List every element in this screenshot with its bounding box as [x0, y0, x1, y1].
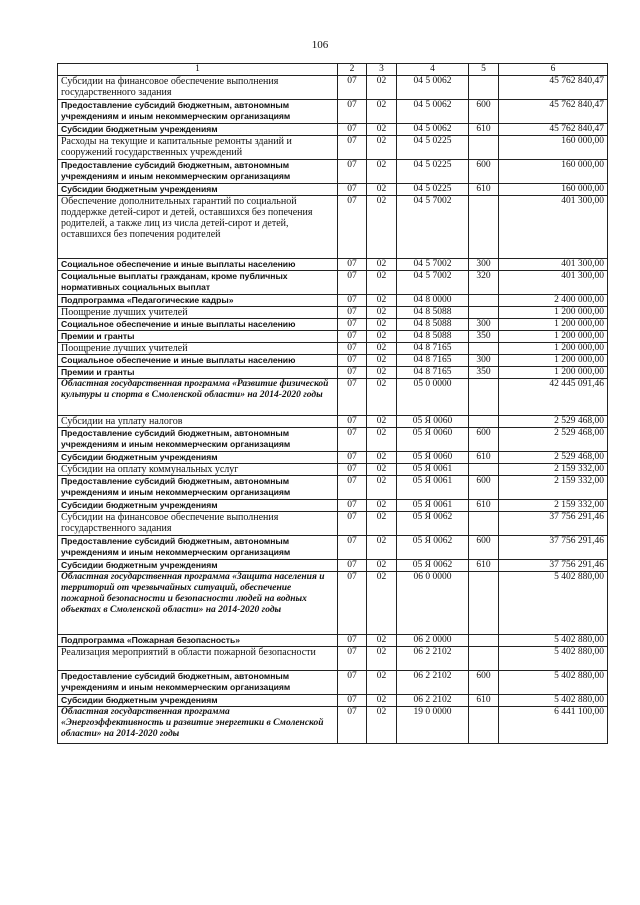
- row-target-article: 05 Я 0060: [397, 416, 469, 428]
- page-number: 106: [311, 39, 329, 51]
- row-amount: 5 402 880,00: [499, 572, 608, 635]
- column-header: 4: [397, 64, 469, 76]
- table-row: [58, 343, 608, 355]
- row-expense-type: 300: [469, 259, 499, 271]
- row-expense-type: 610: [469, 452, 499, 464]
- row-subsection-code: 02: [367, 476, 397, 500]
- row-section-code: 07: [338, 76, 367, 100]
- row-target-article: 05 Я 0061: [397, 476, 469, 500]
- row-target-article: 04 8 5088: [397, 331, 469, 343]
- row-section-code: 07: [338, 355, 367, 367]
- row-subsection-code: 02: [367, 647, 397, 671]
- row-expense-type: 610: [469, 500, 499, 512]
- row-name: Областная государственная программа «Развитие физической культуры и спорта в Смоленской области» на 2014-2020 годы: [58, 379, 338, 416]
- row-amount: 2 529 468,00: [499, 428, 608, 452]
- row-subsection-code: 02: [367, 184, 397, 196]
- row-name: Премии и гранты: [58, 367, 338, 379]
- row-name: Социальное обеспечение и иные выплаты населению: [58, 319, 338, 331]
- row-target-article: 05 Я 0062: [397, 560, 469, 572]
- row-name: Субсидии бюджетным учреждениям: [58, 452, 338, 464]
- table-row: [58, 512, 608, 536]
- row-section-code: 07: [338, 572, 367, 635]
- row-amount: 5 402 880,00: [499, 647, 608, 671]
- row-name: Субсидии на финансовое обеспечение выполнения государственного задания: [58, 76, 338, 100]
- row-expense-type: [469, 379, 499, 416]
- table-row: [58, 379, 608, 416]
- row-amount: 1 200 000,00: [499, 319, 608, 331]
- row-subsection-code: 02: [367, 295, 397, 307]
- row-target-article: 05 Я 0061: [397, 500, 469, 512]
- row-target-article: 05 Я 0062: [397, 512, 469, 536]
- row-amount: 160 000,00: [499, 184, 608, 196]
- row-subsection-code: 02: [367, 416, 397, 428]
- row-expense-type: [469, 136, 499, 160]
- row-name: Предоставление субсидий бюджетным, автономным учреждениям и иным некоммерческим организациям: [58, 160, 338, 184]
- table-row: [58, 355, 608, 367]
- row-expense-type: [469, 196, 499, 259]
- table-row: [58, 428, 608, 452]
- row-subsection-code: 02: [367, 671, 397, 695]
- row-section-code: 07: [338, 560, 367, 572]
- row-amount: 2 159 332,00: [499, 476, 608, 500]
- row-expense-type: [469, 512, 499, 536]
- row-name: Субсидии на оплату коммунальных услуг: [58, 464, 338, 476]
- row-subsection-code: 02: [367, 367, 397, 379]
- row-name: Поощрение лучших учителей: [58, 343, 338, 355]
- row-name: Расходы на текущие и капитальные ремонты зданий и сооружений государственных учреждений: [58, 136, 338, 160]
- row-amount: 5 402 880,00: [499, 635, 608, 647]
- row-name: Подпрограмма «Пожарная безопасность»: [58, 635, 338, 647]
- row-target-article: 05 0 0000: [397, 379, 469, 416]
- row-section-code: 07: [338, 196, 367, 259]
- row-section-code: 07: [338, 307, 367, 319]
- row-subsection-code: 02: [367, 512, 397, 536]
- row-target-article: 04 5 0062: [397, 100, 469, 124]
- row-section-code: 07: [338, 536, 367, 560]
- row-target-article: 06 2 0000: [397, 635, 469, 647]
- row-amount: 2 400 000,00: [499, 295, 608, 307]
- row-section-code: 07: [338, 319, 367, 331]
- table-row: [58, 184, 608, 196]
- row-expense-type: 600: [469, 100, 499, 124]
- row-amount: 1 200 000,00: [499, 367, 608, 379]
- row-amount: 5 402 880,00: [499, 695, 608, 707]
- row-subsection-code: 02: [367, 536, 397, 560]
- table-row: [58, 331, 608, 343]
- row-name: Обеспечение дополнительных гарантий по социальной поддержке детей-сирот и детей, оставшихся без попечения родителей, а также лиц из числа детей-сирот и детей, оставшихся без попечения родителей: [58, 196, 338, 259]
- row-target-article: 04 5 0225: [397, 160, 469, 184]
- row-section-code: 07: [338, 379, 367, 416]
- row-name: Социальное обеспечение и иные выплаты населению: [58, 259, 338, 271]
- row-amount: 42 445 091,46: [499, 379, 608, 416]
- row-subsection-code: 02: [367, 500, 397, 512]
- row-name: Предоставление субсидий бюджетным, автономным учреждениям и иным некоммерческим организациям: [58, 428, 338, 452]
- table-row: [58, 695, 608, 707]
- row-amount: 2 159 332,00: [499, 500, 608, 512]
- table-row: [58, 536, 608, 560]
- row-amount: 37 756 291,46: [499, 512, 608, 536]
- row-subsection-code: 02: [367, 136, 397, 160]
- table-row: [58, 100, 608, 124]
- row-section-code: 07: [338, 695, 367, 707]
- row-subsection-code: 02: [367, 452, 397, 464]
- row-target-article: 05 Я 0060: [397, 428, 469, 452]
- row-expense-type: 300: [469, 319, 499, 331]
- row-target-article: 04 5 7002: [397, 259, 469, 271]
- row-section-code: 07: [338, 635, 367, 647]
- row-subsection-code: 02: [367, 355, 397, 367]
- row-subsection-code: 02: [367, 124, 397, 136]
- row-name: Предоставление субсидий бюджетным, автономным учреждениям и иным некоммерческим организациям: [58, 671, 338, 695]
- row-section-code: 07: [338, 343, 367, 355]
- row-subsection-code: 02: [367, 379, 397, 416]
- table-row: [58, 500, 608, 512]
- row-section-code: 07: [338, 428, 367, 452]
- row-name: Поощрение лучших учителей: [58, 307, 338, 319]
- row-name: Областная государственная программа «Защита населения и территорий от чрезвычайных ситуаций, обеспечение пожарной безопасности и безопасности людей на водных объектах в Смоленской области» на 2014-2020 годы: [58, 572, 338, 635]
- row-name: Субсидии бюджетным учреждениям: [58, 184, 338, 196]
- row-expense-type: [469, 416, 499, 428]
- row-section-code: 07: [338, 136, 367, 160]
- table-row: [58, 560, 608, 572]
- row-name: Подпрограмма «Педагогические кадры»: [58, 295, 338, 307]
- row-subsection-code: 02: [367, 560, 397, 572]
- row-amount: 1 200 000,00: [499, 331, 608, 343]
- table-header-row: [58, 64, 608, 76]
- table-row: [58, 136, 608, 160]
- row-name: Реализация мероприятий в области пожарной безопасности: [58, 647, 338, 671]
- row-name: Субсидии бюджетным учреждениям: [58, 500, 338, 512]
- row-target-article: 04 8 7165: [397, 343, 469, 355]
- row-subsection-code: 02: [367, 100, 397, 124]
- row-name: Субсидии на финансовое обеспечение выполнения государственного задания: [58, 512, 338, 536]
- row-expense-type: [469, 464, 499, 476]
- row-expense-type: [469, 635, 499, 647]
- row-subsection-code: 02: [367, 428, 397, 452]
- row-subsection-code: 02: [367, 259, 397, 271]
- row-expense-type: 350: [469, 367, 499, 379]
- column-header: 6: [499, 64, 608, 76]
- table-row: [58, 76, 608, 100]
- row-target-article: 06 2 2102: [397, 647, 469, 671]
- column-header: 5: [469, 64, 499, 76]
- row-amount: 2 529 468,00: [499, 452, 608, 464]
- row-section-code: 07: [338, 331, 367, 343]
- row-subsection-code: 02: [367, 464, 397, 476]
- row-amount: 45 762 840,47: [499, 124, 608, 136]
- row-target-article: 06 0 0000: [397, 572, 469, 635]
- row-section-code: 07: [338, 259, 367, 271]
- row-subsection-code: 02: [367, 196, 397, 259]
- row-expense-type: 610: [469, 560, 499, 572]
- row-target-article: 04 5 0062: [397, 124, 469, 136]
- row-section-code: 07: [338, 476, 367, 500]
- row-section-code: 07: [338, 271, 367, 295]
- row-amount: 37 756 291,46: [499, 536, 608, 560]
- row-amount: 401 300,00: [499, 271, 608, 295]
- row-amount: 2 529 468,00: [499, 416, 608, 428]
- row-expense-type: 600: [469, 671, 499, 695]
- row-subsection-code: 02: [367, 343, 397, 355]
- row-expense-type: 600: [469, 428, 499, 452]
- row-target-article: 04 5 0062: [397, 76, 469, 100]
- row-name: Предоставление субсидий бюджетным, автономным учреждениям и иным некоммерческим организациям: [58, 100, 338, 124]
- row-amount: 45 762 840,47: [499, 76, 608, 100]
- row-target-article: 04 8 5088: [397, 319, 469, 331]
- row-expense-type: 600: [469, 536, 499, 560]
- row-amount: 1 200 000,00: [499, 307, 608, 319]
- row-subsection-code: 02: [367, 635, 397, 647]
- row-target-article: 04 5 0225: [397, 136, 469, 160]
- row-expense-type: [469, 295, 499, 307]
- row-target-article: 04 5 7002: [397, 271, 469, 295]
- table-row: [58, 124, 608, 136]
- row-target-article: 04 8 7165: [397, 367, 469, 379]
- row-name: Субсидии бюджетным учреждениям: [58, 124, 338, 136]
- row-amount: 45 762 840,47: [499, 100, 608, 124]
- row-section-code: 07: [338, 416, 367, 428]
- row-section-code: 07: [338, 124, 367, 136]
- row-expense-type: 610: [469, 124, 499, 136]
- row-amount: 37 756 291,46: [499, 560, 608, 572]
- row-target-article: 04 8 7165: [397, 355, 469, 367]
- column-header: 1: [58, 64, 338, 76]
- table-row: [58, 196, 608, 259]
- row-amount: 1 200 000,00: [499, 343, 608, 355]
- row-section-code: 07: [338, 295, 367, 307]
- row-amount: 401 300,00: [499, 259, 608, 271]
- row-name: Предоставление субсидий бюджетным, автономным учреждениям и иным некоммерческим организациям: [58, 476, 338, 500]
- row-section-code: 07: [338, 707, 367, 744]
- table-row: [58, 572, 608, 635]
- row-subsection-code: 02: [367, 319, 397, 331]
- row-target-article: 04 5 0225: [397, 184, 469, 196]
- row-name: Социальные выплаты гражданам, кроме публичных нормативных социальных выплат: [58, 271, 338, 295]
- row-expense-type: 610: [469, 695, 499, 707]
- row-target-article: 05 Я 0062: [397, 536, 469, 560]
- table-row: [58, 307, 608, 319]
- row-expense-type: [469, 572, 499, 635]
- table-row: [58, 295, 608, 307]
- row-target-article: 19 0 0000: [397, 707, 469, 744]
- row-expense-type: 350: [469, 331, 499, 343]
- row-section-code: 07: [338, 464, 367, 476]
- row-name: Субсидии на уплату налогов: [58, 416, 338, 428]
- table-row: [58, 271, 608, 295]
- table-row: [58, 464, 608, 476]
- row-section-code: 07: [338, 512, 367, 536]
- row-amount: 160 000,00: [499, 136, 608, 160]
- column-header: 2: [338, 64, 367, 76]
- row-section-code: 07: [338, 367, 367, 379]
- row-subsection-code: 02: [367, 271, 397, 295]
- row-name: Областная государственная программа «Энергоэффективность и развитие энергетики в Смоленской области» на 2014-2020 годы: [58, 707, 338, 744]
- row-section-code: 07: [338, 647, 367, 671]
- row-target-article: 04 8 5088: [397, 307, 469, 319]
- row-name: Премии и гранты: [58, 331, 338, 343]
- row-subsection-code: 02: [367, 76, 397, 100]
- row-expense-type: [469, 76, 499, 100]
- table-row: [58, 259, 608, 271]
- row-subsection-code: 02: [367, 307, 397, 319]
- row-expense-type: 600: [469, 160, 499, 184]
- row-amount: 401 300,00: [499, 196, 608, 259]
- row-name: Социальное обеспечение и иные выплаты населению: [58, 355, 338, 367]
- row-subsection-code: 02: [367, 331, 397, 343]
- table-row: [58, 476, 608, 500]
- table-row: [58, 160, 608, 184]
- row-expense-type: 320: [469, 271, 499, 295]
- row-target-article: 04 8 0000: [397, 295, 469, 307]
- row-section-code: 07: [338, 500, 367, 512]
- row-amount: 2 159 332,00: [499, 464, 608, 476]
- table-row: [58, 452, 608, 464]
- row-expense-type: [469, 307, 499, 319]
- row-subsection-code: 02: [367, 572, 397, 635]
- table-row: [58, 319, 608, 331]
- row-amount: 6 441 100,00: [499, 707, 608, 744]
- row-target-article: 05 Я 0060: [397, 452, 469, 464]
- row-expense-type: 600: [469, 476, 499, 500]
- row-subsection-code: 02: [367, 707, 397, 744]
- table-row: [58, 647, 608, 671]
- row-amount: 160 000,00: [499, 160, 608, 184]
- row-expense-type: 610: [469, 184, 499, 196]
- table-row: [58, 367, 608, 379]
- budget-table: [57, 63, 608, 744]
- table-row: [58, 671, 608, 695]
- row-target-article: 06 2 2102: [397, 695, 469, 707]
- row-expense-type: [469, 707, 499, 744]
- row-amount: 1 200 000,00: [499, 355, 608, 367]
- row-name: Субсидии бюджетным учреждениям: [58, 560, 338, 572]
- row-expense-type: [469, 343, 499, 355]
- row-expense-type: [469, 647, 499, 671]
- row-target-article: 05 Я 0061: [397, 464, 469, 476]
- row-target-article: 06 2 2102: [397, 671, 469, 695]
- row-subsection-code: 02: [367, 160, 397, 184]
- table-row: [58, 416, 608, 428]
- row-section-code: 07: [338, 100, 367, 124]
- row-target-article: 04 5 7002: [397, 196, 469, 259]
- row-subsection-code: 02: [367, 695, 397, 707]
- row-amount: 5 402 880,00: [499, 671, 608, 695]
- row-section-code: 07: [338, 452, 367, 464]
- table-row: [58, 707, 608, 744]
- row-name: Субсидии бюджетным учреждениям: [58, 695, 338, 707]
- row-section-code: 07: [338, 160, 367, 184]
- row-expense-type: 300: [469, 355, 499, 367]
- table-row: [58, 635, 608, 647]
- row-name: Предоставление субсидий бюджетным, автономным учреждениям и иным некоммерческим организациям: [58, 536, 338, 560]
- row-section-code: 07: [338, 671, 367, 695]
- column-header: 3: [367, 64, 397, 76]
- row-section-code: 07: [338, 184, 367, 196]
